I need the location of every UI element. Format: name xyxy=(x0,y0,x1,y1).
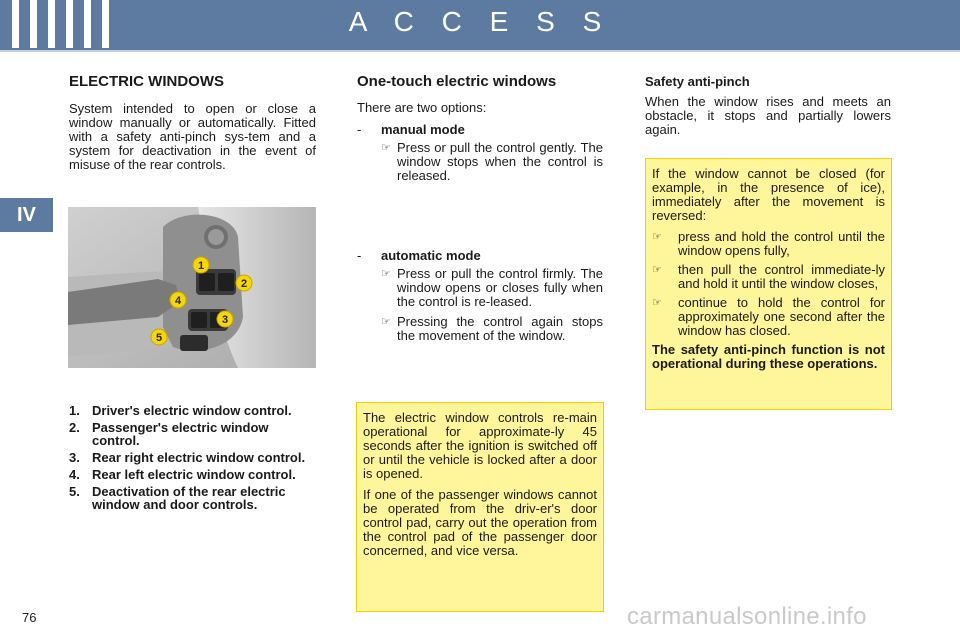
callout-label-1: 1 xyxy=(197,260,205,272)
pointing-hand-icon: ☞ xyxy=(381,316,391,328)
automatic-mode-bullet: ☞ Press or pull the control firmly. The window opens or closes fully when the control is re-leased. xyxy=(381,266,603,309)
legend-text: Rear left electric window control. xyxy=(92,467,296,482)
legend-number: 1. xyxy=(69,403,80,418)
automatic-mode-bullet: ☞ Pressing the control again stops the movement of the window. xyxy=(381,314,603,343)
manual-mode-option xyxy=(357,123,603,137)
anti-pinch-heading: Safety anti-pinch xyxy=(645,74,750,89)
manual-mode-bullet: ☞ Press or pull the control gently. The window stops when the control is released. xyxy=(381,140,603,183)
electric-windows-intro: System intended to open or close a window manually or automatically. Fitted with a safety anti-pinch sys-tem and a system for deactivation in the event of misuse of the rear controls. xyxy=(69,101,316,172)
legend-item xyxy=(69,485,319,511)
figure-legend xyxy=(69,404,319,515)
manual-mode-title: manual mode xyxy=(381,122,465,137)
page-header xyxy=(0,0,960,50)
anti-pinch-warning: The safety anti-pinch function is not operational during these operations. xyxy=(652,342,885,371)
section-title: A C C E S S xyxy=(348,6,612,37)
note-paragraph: The electric window controls re-main operational for approximate-ly 45 seconds after the ignition is switched off or until the vehicle is locked after a door is opened. xyxy=(363,410,597,481)
header-divider xyxy=(0,50,960,52)
electric-windows-heading: ELECTRIC WINDOWS xyxy=(69,73,224,90)
middle-column xyxy=(357,75,603,189)
callout-label-5: 5 xyxy=(155,332,163,344)
pointing-hand-icon: ☞ xyxy=(652,264,662,276)
options-intro: There are two options: xyxy=(357,100,487,115)
door-control-figure xyxy=(68,207,316,368)
legend-number: 5. xyxy=(69,484,80,499)
right-column xyxy=(645,75,891,145)
automatic-mode-title: automatic mode xyxy=(381,248,481,263)
automatic-mode-option xyxy=(357,249,603,263)
legend-item xyxy=(69,451,319,464)
legend-text: Passenger's electric window control. xyxy=(92,420,269,448)
anti-pinch-step: ☞ then pull the control immediate-ly and hold it until the window closes, xyxy=(652,262,885,291)
watermark: carmanualsonline.info xyxy=(627,603,867,630)
legend-item xyxy=(69,468,319,481)
callout-label-4: 4 xyxy=(174,295,182,307)
dash-marker: - xyxy=(357,122,362,137)
legend-number: 2. xyxy=(69,420,80,435)
automatic-mode-section xyxy=(357,249,603,349)
left-column xyxy=(69,75,316,180)
chapter-tab[interactable]: IV xyxy=(0,198,53,232)
legend-text: Deactivation of the rear electric window and door controls. xyxy=(92,484,286,512)
pointing-hand-icon: ☞ xyxy=(652,231,662,243)
legend-text: Driver's electric window control. xyxy=(92,403,292,418)
note-paragraph: If one of the passenger windows cannot be operated from the driv-er's door control pad, carry out the operation from the control pad of the passenger door concerned, and vice versa. xyxy=(363,487,597,558)
legend-number: 4. xyxy=(69,467,80,482)
anti-pinch-step: ☞ press and hold the control until the window opens fully, xyxy=(652,229,885,258)
legend-item xyxy=(69,421,319,447)
pointing-hand-icon: ☞ xyxy=(652,297,662,309)
legend-text: Rear right electric window control. xyxy=(92,450,306,465)
door-control-illustration xyxy=(68,207,316,368)
anti-pinch-text: When the window rises and meets an obstacle, it stops and partially lowers again. xyxy=(645,94,891,137)
legend-number: 3. xyxy=(69,450,80,465)
pointing-hand-icon: ☞ xyxy=(381,268,391,280)
legend-item xyxy=(69,404,319,417)
anti-pinch-note-intro: If the window cannot be closed (for example, in the presence of ice), immediately after the movement is reversed: xyxy=(652,166,885,223)
anti-pinch-note-box xyxy=(645,158,892,410)
operation-note-box xyxy=(356,402,604,612)
dash-marker: - xyxy=(357,248,362,263)
one-touch-heading: One-touch electric windows xyxy=(357,73,557,90)
callout-label-3: 3 xyxy=(221,314,229,326)
page-number: 76 xyxy=(22,610,37,625)
pointing-hand-icon: ☞ xyxy=(381,142,391,154)
anti-pinch-step: ☞ continue to hold the control for approximately one second after the window has closed. xyxy=(652,295,885,338)
callout-label-2: 2 xyxy=(240,278,248,290)
